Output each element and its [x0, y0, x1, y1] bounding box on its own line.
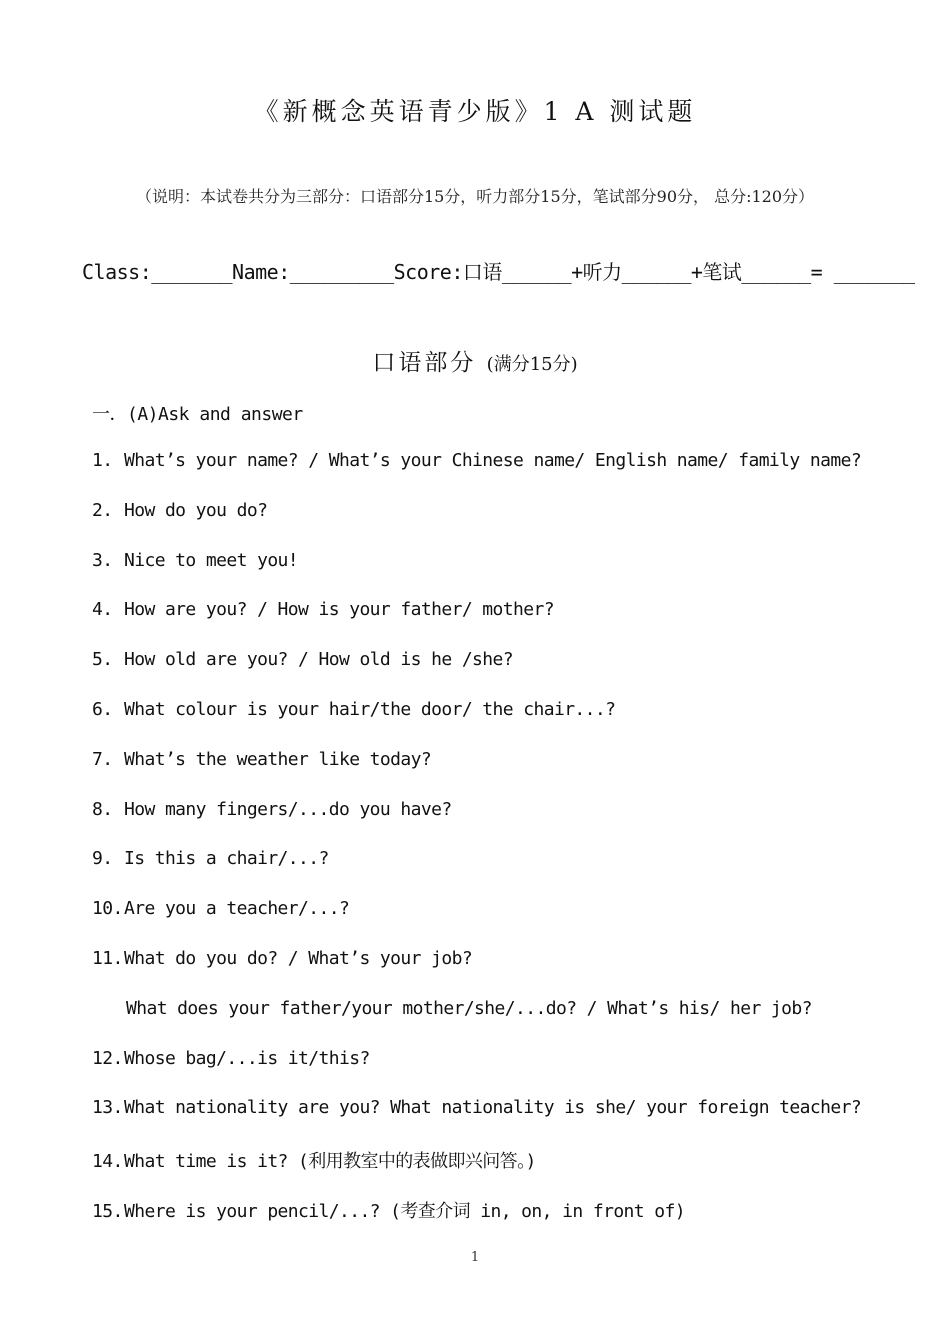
- question-text: Nice to meet you!: [124, 550, 299, 571]
- question-text: What colour is your hair/the door/ the chair...?: [124, 699, 616, 720]
- question-text: How are you? / How is your father/ mother?: [124, 599, 554, 620]
- question-item: [92, 1147, 536, 1173]
- question-item: [92, 898, 349, 919]
- question-number: 3.: [92, 550, 113, 571]
- question-number: 15.: [92, 1201, 123, 1222]
- question-item: [92, 749, 431, 770]
- question-item: [92, 799, 452, 820]
- question-item: [92, 599, 554, 620]
- question-item: [92, 1048, 370, 1069]
- question-text: Is this a chair/...?: [124, 848, 329, 869]
- question-text: What’s your name? / What’s your Chinese name/ English name/ family name?: [124, 450, 862, 471]
- question-text: What’s the weather like today?: [124, 749, 432, 770]
- question-text: Where is your pencil/...? (考查介词 in, on, in front of): [124, 1201, 685, 1222]
- question-item: [92, 649, 513, 670]
- page-number: 1: [470, 1250, 480, 1265]
- section-points: (满分15分): [486, 354, 578, 375]
- question-number: 2.: [92, 500, 113, 521]
- question-item: [92, 848, 329, 869]
- question-item: [92, 699, 615, 720]
- exam-note: （说明：本试卷共分为三部分：口语部分15分，听力部分15分，笔试部分90分， 总分:120分）: [135, 187, 815, 206]
- question-text: What time is it? (利用教室中的表做即兴问答。): [124, 1151, 536, 1172]
- question-number: 6.: [92, 699, 113, 720]
- question-text: What does your father/your mother/she/...do? / What’s his/ her job?: [126, 998, 812, 1019]
- question-number: 12.: [92, 1048, 123, 1069]
- question-item: [92, 1197, 685, 1223]
- question-item: [92, 550, 298, 571]
- question-item: [92, 500, 267, 521]
- question-text: What nationality are you? What nationality is she/ your foreign teacher?: [124, 1097, 862, 1118]
- question-text: How many fingers/...do you have?: [124, 799, 452, 820]
- question-text: Whose bag/...is it/this?: [124, 1048, 370, 1069]
- page-title: 《新概念英语青少版》1 A 测试题: [253, 97, 697, 126]
- question-item: [92, 1097, 861, 1118]
- question-text: How old are you? / How old is he /she?: [124, 649, 514, 670]
- question-number: 1.: [92, 450, 113, 471]
- question-number: 4.: [92, 599, 113, 620]
- section-title: 口语部分: [372, 350, 477, 376]
- question-number: 5.: [92, 649, 113, 670]
- question-number: 9.: [92, 848, 113, 869]
- question-item: [92, 450, 861, 471]
- question-item: [126, 998, 812, 1019]
- question-number: 7.: [92, 749, 113, 770]
- score-line: Class:_______Name:_________Score:口语______+听力______+笔试______= _______: [82, 260, 915, 284]
- question-number: 13.: [92, 1097, 123, 1118]
- question-text: What do you do? / What’s your job?: [124, 948, 473, 969]
- question-text: Are you a teacher/...?: [124, 898, 350, 919]
- question-text: How do you do?: [124, 500, 268, 521]
- question-number: 10.: [92, 898, 123, 919]
- question-number: 11.: [92, 948, 123, 969]
- question-number: 14.: [92, 1151, 123, 1172]
- question-number: 8.: [92, 799, 113, 820]
- section-heading: [0, 344, 950, 377]
- part-label: 一．(A)Ask and answer: [92, 404, 303, 425]
- question-item: [92, 948, 472, 969]
